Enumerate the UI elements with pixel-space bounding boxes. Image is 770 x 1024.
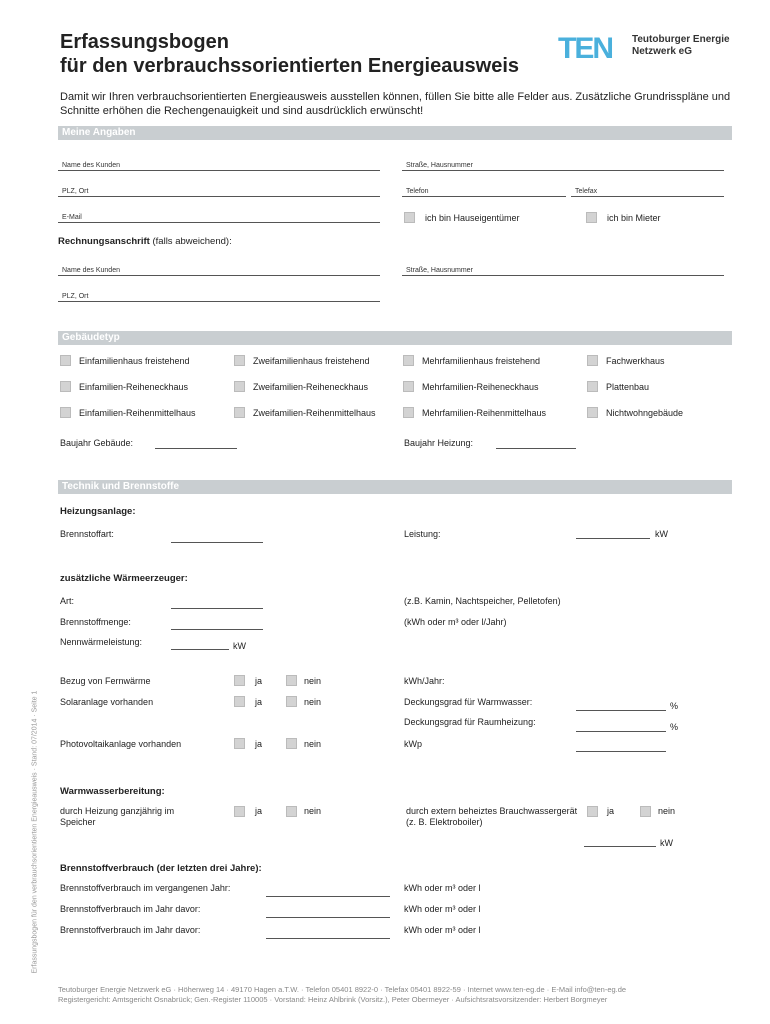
ja-label: ja: [255, 676, 263, 686]
name-kunden-field[interactable]: [58, 152, 380, 171]
brennstoffmenge-input[interactable]: [171, 629, 263, 630]
gebaeude-label: Mehrfamilienhaus freistehend: [422, 356, 541, 366]
art-label: Art:: [60, 596, 75, 606]
kw-unit: kW: [233, 641, 246, 651]
kw-unit: kW: [655, 529, 668, 539]
rechnungsanschrift-bold: Rechnungsanschrift: [58, 236, 150, 247]
verbrauch2-label: Brennstoffverbrauch im Jahr davor:: [60, 904, 201, 914]
rechnungsanschrift-note: (falls abweichend):: [149, 236, 232, 247]
gebaeude-label: Einfamilien-Reiheneckhaus: [79, 382, 189, 392]
pv-ja-checkbox[interactable]: [234, 738, 245, 749]
deckung-ww-input[interactable]: [576, 710, 666, 711]
field-label: Name des Kunden: [62, 162, 120, 169]
plz-ort-field[interactable]: [58, 178, 380, 197]
deckung-ww-label: Deckungsgrad für Warmwasser:: [404, 697, 533, 707]
gebaeude-label: Mehrfamilien-Reihenmittelhaus: [422, 408, 547, 418]
baujahr-heizung-input[interactable]: [496, 448, 576, 449]
ja-label: ja: [255, 739, 263, 749]
baujahr-gebaeude-label: Baujahr Gebäude:: [60, 438, 134, 448]
ww-heizung-nein-checkbox[interactable]: [286, 806, 297, 817]
kwp-label: kWp: [404, 739, 422, 749]
deckung-rh-label: Deckungsgrad für Raumheizung:: [404, 717, 536, 727]
intro-text: Damit wir Ihren verbrauchsorientierten Energieausweis ausstellen können, füllen Sie bitte alle Felder aus. Zusätzliche Grundrisspläne und Schnitte erhöhen die Rechengenauigkeit und sind ausdrücklich erwünscht!: [60, 91, 731, 117]
rechnung-name-field[interactable]: [58, 257, 380, 276]
gebaeude-checkbox[interactable]: [587, 355, 598, 366]
field-label: Name des Kunden: [62, 267, 120, 274]
verbrauch-heading: Brennstoffverbrauch (der letzten drei Jahre):: [60, 863, 262, 874]
rechnung-strasse-field[interactable]: [402, 257, 724, 276]
einheit-label: kWh oder m³ oder l: [404, 925, 481, 935]
gebaeude-label: Nichtwohngebäude: [606, 408, 684, 418]
brennstoffart-label: Brennstoffart:: [60, 529, 114, 539]
gebaeude-checkbox[interactable]: [60, 407, 71, 418]
verbrauch2-input[interactable]: [266, 917, 390, 918]
nein-label: nein: [304, 739, 322, 749]
art-input[interactable]: [171, 608, 263, 609]
kwh-jahr-label: kWh/Jahr:: [404, 676, 445, 686]
nennwaerme-label: Nennwärmeleistung:: [60, 637, 143, 647]
gebaeude-label: Mehrfamilien-Reiheneckhaus: [422, 382, 539, 392]
art-hint: (z.B. Kamin, Nachtspeicher, Pelletofen): [404, 596, 561, 606]
durch-heizung-label: durch Heizung ganzjährig im Speicher: [60, 806, 175, 827]
field-label: Telefon: [406, 188, 429, 195]
leistung-input[interactable]: [576, 538, 650, 539]
field-label: PLZ, Ort: [62, 293, 89, 300]
logo-name-line-2: Netzwerk eG: [632, 46, 693, 57]
baujahr-gebaeude-input[interactable]: [155, 448, 237, 449]
nennwaerme-input[interactable]: [171, 649, 229, 650]
mieter-checkbox[interactable]: [586, 212, 597, 223]
footer-line-2: Registergericht: Amtsgericht Osnabrück; Gen.-Register 110005 · Vorstand: Heinz Ahlbrink (Vorsitz.), Peter Obermeyer · Aufsichtsratsvorsitzender: Herbert Borgmeyer: [58, 995, 608, 1004]
gebaeude-checkbox[interactable]: [234, 407, 245, 418]
fernwaerme-label: Bezug von Fernwärme: [60, 676, 151, 686]
heizungsanlage-heading: Heizungsanlage:: [60, 506, 136, 517]
gebaeude-checkbox[interactable]: [234, 381, 245, 392]
zusaetzlich-heading: zusätzliche Wärmeerzeuger:: [60, 573, 188, 584]
kwp-input[interactable]: [576, 751, 666, 752]
field-label: Straße, Hausnummer: [406, 267, 473, 274]
kw-unit: kW: [660, 838, 673, 848]
percent-unit: %: [670, 722, 679, 732]
ja-label: ja: [607, 806, 615, 816]
side-stamp-text: Erfassungsbogen für den verbrauchsorientierten Energieausweis · Stand: 07/2014 · Seite 1: [31, 690, 39, 974]
verbrauch1-label: Brennstoffverbrauch im vergangenen Jahr:: [60, 883, 231, 893]
telefax-field[interactable]: [571, 178, 724, 197]
logo-name: [632, 34, 730, 58]
page-title: [60, 30, 519, 78]
gebaeude-checkbox[interactable]: [403, 381, 414, 392]
field-label: PLZ, Ort: [62, 188, 89, 195]
company-logo: [558, 30, 738, 70]
ja-label: ja: [255, 697, 263, 707]
ww-extern-nein-checkbox[interactable]: [640, 806, 651, 817]
mieter-label: ich bin Mieter: [607, 213, 661, 223]
gebaeude-checkbox[interactable]: [60, 381, 71, 392]
warmwasser-heading: Warmwasserbereitung:: [60, 786, 165, 797]
gebaeude-checkbox[interactable]: [234, 355, 245, 366]
gebaeude-checkbox[interactable]: [587, 381, 598, 392]
nein-label: nein: [304, 697, 322, 707]
email-field[interactable]: [58, 204, 380, 223]
brennstoffart-input[interactable]: [171, 542, 263, 543]
ww-extern-ja-checkbox[interactable]: [587, 806, 598, 817]
leistung-label: Leistung:: [404, 529, 441, 539]
eigentuemer-checkbox[interactable]: [404, 212, 415, 223]
deckung-rh-input[interactable]: [576, 731, 666, 732]
gebaeude-label: Zweifamilien-Reihenmittelhaus: [253, 408, 376, 418]
gebaeude-label: Zweifamilienhaus freistehend: [253, 356, 370, 366]
gebaeude-checkbox[interactable]: [403, 407, 414, 418]
footer: [58, 985, 738, 1005]
fernwaerme-nein-checkbox[interactable]: [286, 675, 297, 686]
field-label: Straße, Hausnummer: [406, 162, 473, 169]
field-label: E-Mail: [62, 214, 82, 221]
telefon-field[interactable]: [402, 178, 566, 197]
durch-extern-label: durch extern beheiztes Brauchwassergerät (z. B. Elektroboiler): [406, 806, 578, 827]
verbrauch3-input[interactable]: [266, 938, 390, 939]
pv-nein-checkbox[interactable]: [286, 738, 297, 749]
solar-label: Solaranlage vorhanden: [60, 697, 154, 707]
verbrauch3-label: Brennstoffverbrauch im Jahr davor:: [60, 925, 201, 935]
logo-mark: TEN: [558, 32, 612, 65]
brennstoffmenge-label: Brennstoffmenge:: [60, 617, 131, 627]
eigentuemer-label: ich bin Hauseigentümer: [425, 213, 520, 223]
gebaeude-label: Plattenbau: [606, 382, 650, 392]
section-bar-meine-angaben: [58, 126, 732, 140]
gebaeude-label: Fachwerkhaus: [606, 356, 665, 366]
nein-label: nein: [304, 806, 322, 816]
title-line-1: Erfassungsbogen: [60, 31, 229, 53]
nein-label: nein: [304, 676, 322, 686]
title-line-2: für den verbrauchssorientierten Energieausweis: [60, 55, 520, 77]
einheit-label: kWh oder m³ oder l: [404, 904, 481, 914]
gebaeude-label: Einfamilien-Reihenmittelhaus: [79, 408, 196, 418]
gebaeude-checkbox[interactable]: [60, 355, 71, 366]
menge-hint: (kWh oder m³ oder l/Jahr): [404, 617, 507, 627]
section-title: Technik und Brennstoffe: [62, 481, 180, 492]
field-label: Telefax: [575, 188, 598, 195]
pv-label: Photovoltaikanlage vorhanden: [60, 739, 182, 749]
percent-unit: %: [670, 701, 679, 711]
gebaeude-label: Einfamilienhaus freistehend: [79, 356, 190, 366]
fernwaerme-ja-checkbox[interactable]: [234, 675, 245, 686]
gebaeude-checkbox[interactable]: [587, 407, 598, 418]
verbrauch1-input[interactable]: [266, 896, 390, 897]
solar-nein-checkbox[interactable]: [286, 696, 297, 707]
nein-label: nein: [658, 806, 676, 816]
footer-line-1: Teutoburger Energie Netzwerk eG · Höhenweg 14 · 49170 Hagen a.T.W. · Telefon 05401 8922-0 · Telefax 05401 8922-59 · Internet www.ten-eg.de · E-Mail info@ten-eg.de: [58, 985, 627, 994]
ww-kw-input[interactable]: [584, 846, 656, 847]
logo-name-line-1: Teutoburger Energie: [632, 34, 730, 45]
section-bar-gebaeudetyp: [58, 331, 732, 345]
rechnungsanschrift-heading: [58, 236, 232, 247]
gebaeude-checkbox[interactable]: [403, 355, 414, 366]
ww-heizung-ja-checkbox[interactable]: [234, 806, 245, 817]
section-title: Meine Angaben: [62, 127, 136, 138]
einheit-label: kWh oder m³ oder l: [404, 883, 481, 893]
strasse-field[interactable]: [402, 152, 724, 171]
gebaeude-label: Zweifamilien-Reiheneckhaus: [253, 382, 369, 392]
section-title: Gebäudetyp: [62, 332, 120, 343]
baujahr-heizung-label: Baujahr Heizung:: [404, 438, 474, 448]
rechnung-plz-field[interactable]: [58, 283, 380, 302]
solar-ja-checkbox[interactable]: [234, 696, 245, 707]
ja-label: ja: [255, 806, 263, 816]
section-bar-technik: [58, 480, 732, 494]
